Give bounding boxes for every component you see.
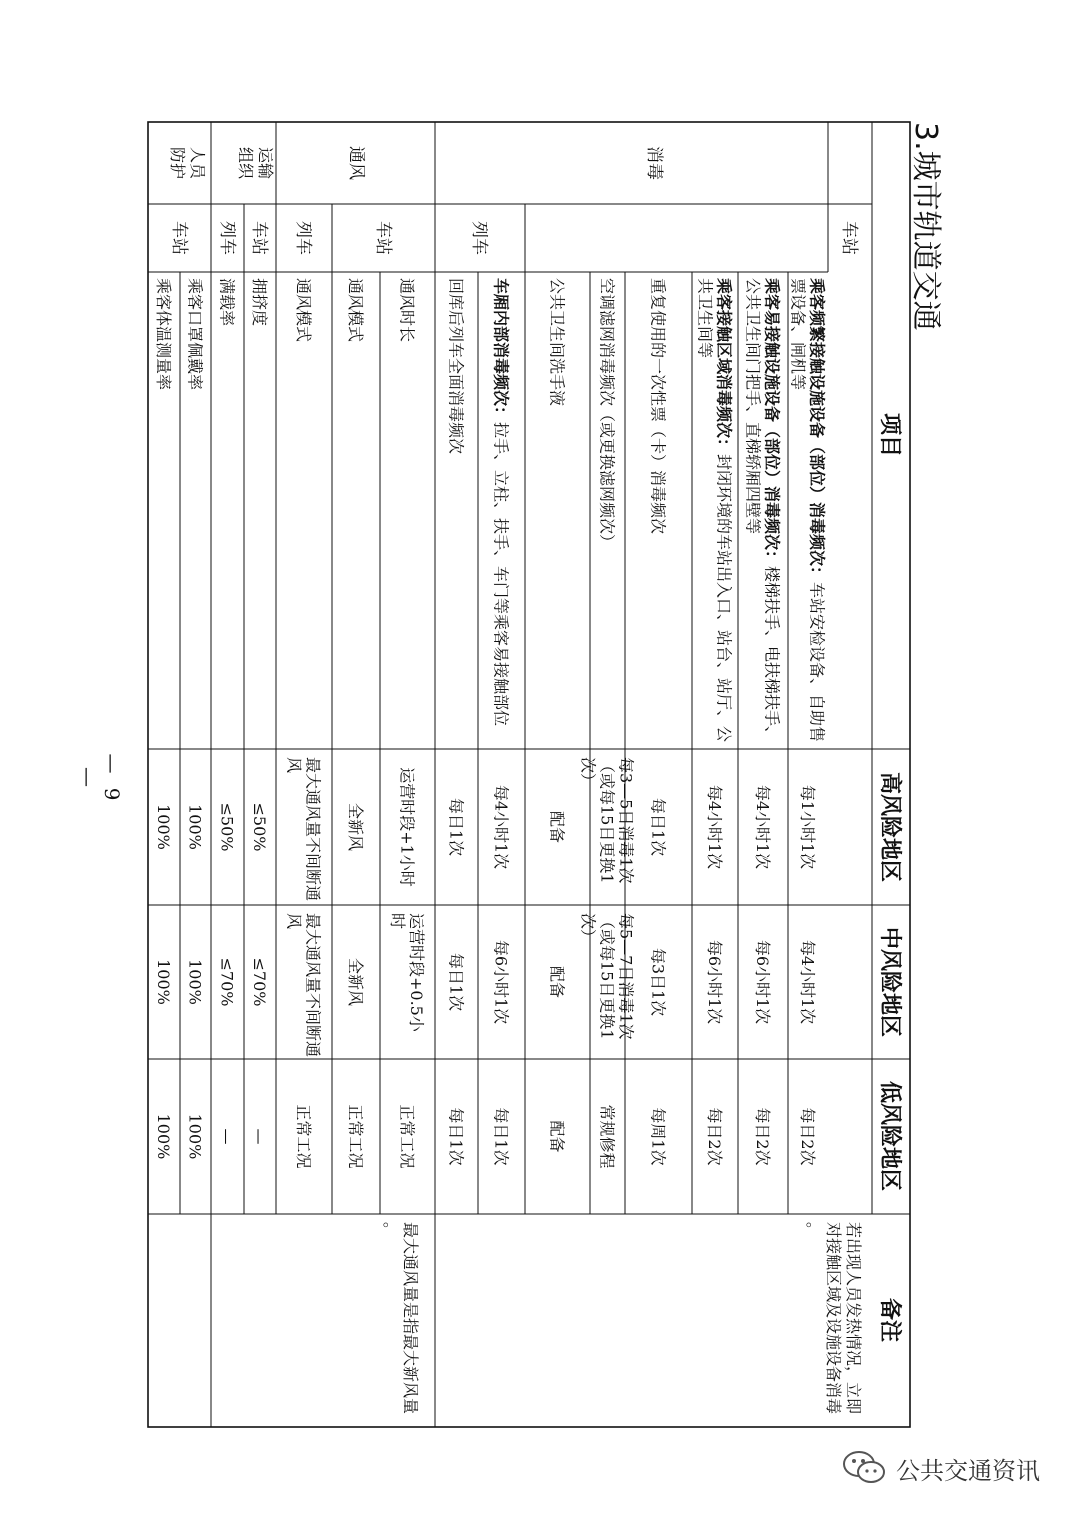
cell-line: ≤50% — [217, 802, 237, 852]
cell-line: 运营时段+1小时 — [397, 767, 417, 887]
group-transport-line: 运输 — [256, 146, 275, 180]
row-mid-14 — [154, 959, 173, 1005]
cell-line: 100% — [185, 1113, 205, 1160]
cell-line: 每6小时1次 — [753, 939, 772, 1025]
row-low-11 — [250, 1129, 269, 1145]
wechat-icon — [842, 1450, 886, 1486]
row-mid-3 — [649, 948, 668, 1016]
row-item-1 — [744, 278, 782, 742]
header-low: 低风险地区 — [877, 1080, 902, 1192]
row-item-text: 空调滤网消毒频次（或更换滤网频次） — [597, 278, 617, 551]
row-item-bold: 乘客频繁接触设施设备（部位）消毒频次： — [807, 278, 827, 583]
row-low-0 — [798, 1107, 817, 1165]
row-item-7 — [447, 278, 466, 454]
row-item-text: 回库后列车全面消毒频次 — [446, 278, 466, 455]
row-high-4 — [579, 757, 636, 884]
cell-line: （或每15日更换1 — [597, 757, 617, 884]
row-item-bold: 车厢内部消毒频次： — [491, 278, 511, 423]
row-mid-12 — [218, 958, 237, 1007]
row-high-1 — [753, 785, 772, 869]
cell-line: 配备 — [547, 965, 567, 999]
row-low-10 — [294, 1104, 313, 1168]
row-mid-11 — [250, 958, 269, 1007]
row-item-12 — [218, 278, 237, 326]
row-high-9 — [346, 803, 365, 851]
cell-line: 每日1次 — [446, 1107, 466, 1166]
cell-line: 正常工况 — [294, 1104, 313, 1169]
cell-line: 次） — [578, 757, 598, 790]
cell-line: — — [217, 1128, 237, 1145]
row-item-5 — [548, 278, 567, 406]
row-mid-2 — [705, 940, 724, 1024]
row-item-text: 通风模式 — [346, 278, 365, 343]
row-mid-8 — [388, 913, 426, 1033]
watermark-text: 公共交通资讯 — [896, 1456, 1040, 1485]
cell-line: 每4小时1次 — [753, 784, 772, 870]
row-mid-4 — [579, 913, 636, 1040]
cell-line: 每6小时1次 — [705, 939, 724, 1025]
row-item-14 — [154, 278, 173, 390]
cell-line: 每3日1次 — [648, 947, 668, 1017]
row-high-10 — [285, 757, 323, 901]
row-item-text: 拥挤度 — [250, 278, 269, 327]
row-high-3 — [649, 798, 668, 856]
row-item-4 — [598, 278, 617, 550]
cell-line: 每周1次 — [648, 1107, 668, 1166]
cell-line: 每4小时1次 — [491, 784, 511, 870]
row-item-text: 公共卫生间洗手液 — [547, 278, 567, 407]
subgroup-station-vent: 车站 — [373, 221, 393, 255]
cell-line: 最大通风量不间断通 — [303, 913, 323, 1058]
row-mid-0 — [798, 940, 817, 1024]
row-high-12 — [218, 803, 237, 852]
row-high-6 — [492, 785, 511, 869]
row-item-3 — [649, 278, 668, 534]
row-low-4 — [598, 1104, 617, 1168]
row-item-text: 楼梯扶手、电扶梯扶手、 — [762, 566, 782, 743]
row-mid-5 — [548, 966, 567, 998]
row-mid-10 — [285, 913, 323, 1057]
row-item-8 — [398, 278, 417, 342]
cell-line: ≤70% — [250, 957, 269, 1007]
row-item-text: 满载率 — [217, 278, 237, 327]
cell-line: 每4小时1次 — [705, 784, 724, 870]
row-item-text: 通风时长 — [397, 278, 417, 343]
cell-line: 每日1次 — [648, 797, 668, 857]
row-low-7 — [447, 1107, 466, 1165]
group-protection — [168, 147, 207, 180]
note-ventilation-line: 最大通风量是指最大新风量 — [401, 1222, 420, 1415]
row-item-bold: 乘客接触区域消毒频次： — [714, 278, 734, 455]
header-high: 高风险地区 — [877, 771, 902, 883]
note-ventilation — [381, 1222, 420, 1414]
row-item-9 — [346, 278, 365, 342]
subgroup-station-protect: 车站 — [169, 221, 189, 255]
row-low-13 — [186, 1114, 205, 1160]
cell-line: 全新风 — [346, 957, 365, 1007]
group-ventilation: 通风 — [346, 146, 366, 180]
cell-line: 每日2次 — [753, 1107, 772, 1166]
row-high-0 — [798, 785, 817, 869]
row-item-text: 拉手、立柱、扶手、车门等乘客易接触部位 — [491, 422, 511, 727]
row-high-5 — [548, 811, 567, 843]
cell-line: 运营时段+0.5小 — [407, 913, 426, 1032]
cell-line: 100% — [185, 804, 205, 850]
row-mid-13 — [186, 959, 205, 1005]
row-item-text: 票设备、闸机等 — [788, 278, 808, 391]
row-item-11 — [250, 278, 269, 326]
rotated-page — [148, 122, 943, 1427]
cell-line: 全新风 — [346, 802, 365, 852]
row-item-0 — [789, 278, 827, 742]
cell-line: （或每15日更换1 — [597, 913, 617, 1040]
cell-line: ≤70% — [217, 957, 237, 1007]
cell-line: 配备 — [547, 810, 567, 844]
row-mid-9 — [346, 958, 365, 1006]
row-item-text: 乘客口罩佩戴率 — [185, 278, 205, 391]
row-high-11 — [250, 803, 269, 852]
cell-line: 常规修程 — [597, 1104, 617, 1169]
watermark — [842, 1450, 1040, 1486]
row-item-text: 重复使用的一次性票（卡）消毒频次 — [648, 278, 668, 535]
page-number: — 9 — — [76, 753, 124, 805]
row-mid-6 — [492, 940, 511, 1024]
cell-line: 风 — [284, 913, 304, 930]
cell-line: 100% — [185, 959, 205, 1005]
row-item-bold: 乘客易接触设施设备（部位）消毒频次： — [762, 278, 782, 567]
cell-line: 100% — [154, 959, 173, 1005]
row-item-text: 共卫生间等 — [695, 278, 715, 359]
subgroup-station-transport: 车站 — [249, 221, 269, 255]
row-low-5 — [548, 1120, 567, 1152]
cell-line: 每6小时1次 — [491, 939, 511, 1025]
row-low-6 — [492, 1107, 511, 1165]
group-transport — [236, 147, 275, 180]
cell-line: 正常工况 — [346, 1104, 365, 1169]
row-item-text: 乘客体温测量率 — [154, 278, 173, 391]
row-item-text: 封闭环境的车站出入口、站台、站厅、公 — [714, 454, 734, 743]
group-protection-line: 防护 — [168, 146, 187, 180]
row-low-1 — [753, 1107, 772, 1165]
row-high-14 — [154, 804, 173, 850]
row-high-7 — [447, 798, 466, 856]
header-mid: 中风险地区 — [877, 926, 902, 1038]
row-low-12 — [218, 1129, 237, 1145]
group-protection-line: 人员 — [188, 146, 207, 180]
note-ventilation-line: 。 — [381, 1222, 400, 1239]
row-low-14 — [154, 1114, 173, 1160]
cell-line: 每3—5日消毒1次 — [616, 757, 636, 884]
row-item-text: 公共卫生间门把手、直梯轿厢四壁等 — [743, 278, 763, 535]
cell-line: ≤50% — [250, 802, 269, 852]
note-disinfect — [804, 1222, 863, 1414]
cell-line: 每日1次 — [446, 952, 466, 1012]
row-mid-7 — [447, 953, 466, 1011]
row-low-3 — [649, 1107, 668, 1165]
note-disinfect-line: 若出现人员发热情况，立即 — [844, 1222, 863, 1415]
row-low-9 — [346, 1104, 365, 1168]
row-high-13 — [186, 804, 205, 850]
cell-line: 每日1次 — [491, 1107, 511, 1166]
row-item-2 — [696, 278, 734, 742]
cell-line: 100% — [154, 1113, 173, 1160]
group-disinfect: 消毒 — [644, 146, 664, 180]
subgroup-train-vent: 列车 — [293, 221, 313, 255]
row-high-2 — [705, 785, 724, 869]
row-item-text: 通风模式 — [294, 278, 313, 343]
cell-line: 每日1次 — [446, 797, 466, 857]
row-item-10 — [294, 278, 313, 342]
note-disinfect-line: 对接触区域及设施设备消毒 — [824, 1222, 843, 1415]
row-item-text: 车站安检设备、自助售 — [807, 582, 827, 743]
cell-line: 时 — [388, 913, 407, 930]
cell-line: 正常工况 — [397, 1104, 417, 1169]
group-transport-line: 组织 — [236, 146, 255, 180]
cell-line: 每日2次 — [705, 1107, 724, 1166]
subgroup-train-transport: 列车 — [217, 221, 237, 255]
cell-line: 配备 — [547, 1120, 567, 1153]
cell-line: 每4小时1次 — [798, 939, 817, 1025]
cell-line: 风 — [284, 757, 304, 774]
subgroup-station-disinfect: 车站 — [839, 221, 859, 255]
cell-line: 每1小时1次 — [798, 784, 817, 870]
cell-line: 次） — [578, 913, 598, 946]
note-disinfect-line: 。 — [804, 1222, 823, 1239]
subgroup-train-disinfect: 列车 — [469, 221, 489, 255]
header-note: 备注 — [877, 1297, 902, 1343]
header-item: 项目 — [877, 412, 902, 458]
cell-line: 最大通风量不间断通 — [303, 757, 323, 902]
page-heading: 3.城市轨道交通 — [908, 122, 943, 331]
row-item-13 — [186, 278, 205, 390]
cell-line: 每5—7日消毒1次 — [616, 913, 636, 1040]
row-low-8 — [398, 1104, 417, 1168]
cell-line: 每日2次 — [798, 1107, 817, 1166]
row-low-2 — [705, 1107, 724, 1165]
row-mid-1 — [753, 940, 772, 1024]
row-high-8 — [398, 767, 417, 887]
row-item-6 — [492, 278, 511, 726]
cell-line: — — [250, 1128, 269, 1145]
cell-line: 100% — [154, 804, 173, 850]
